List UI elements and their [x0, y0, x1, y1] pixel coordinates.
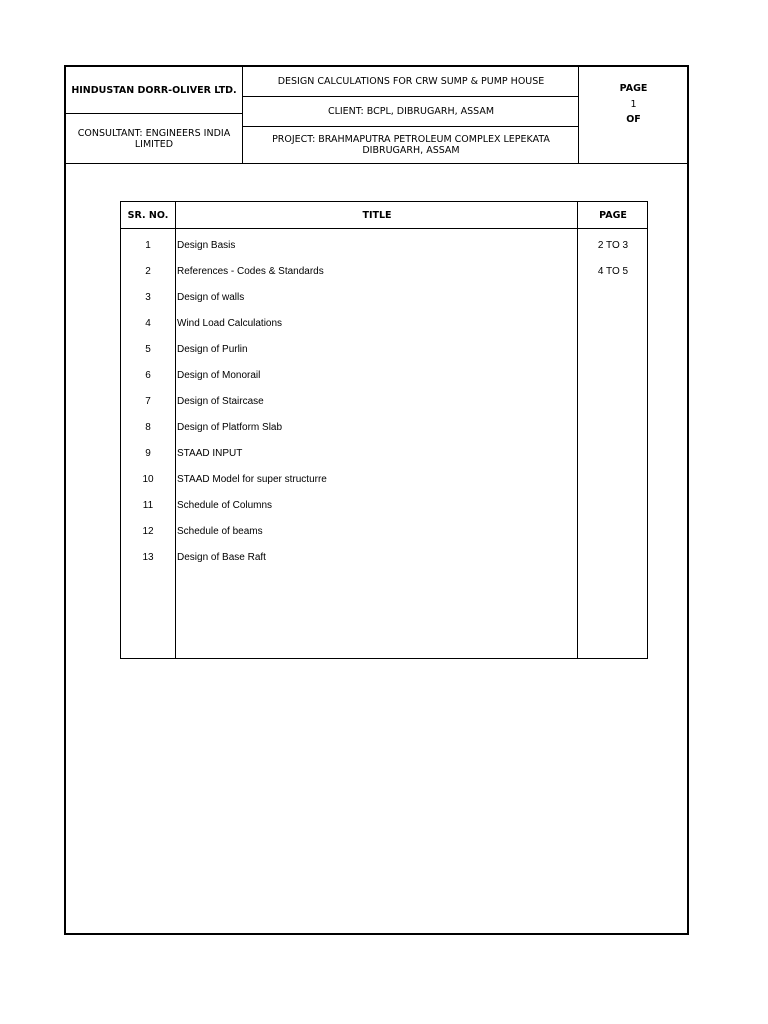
row-sr-no: 1	[145, 240, 151, 251]
row-sr-no: 9	[145, 448, 151, 459]
table-row	[121, 260, 647, 286]
row-sr-no: 6	[145, 370, 151, 381]
col-header-title: TITLE	[362, 209, 392, 221]
of-label: OF	[626, 113, 641, 125]
row-title: STAAD INPUT	[177, 448, 243, 459]
company-name: HINDUSTAN DORR-OLIVER LTD.	[71, 84, 237, 96]
table-row	[121, 286, 647, 312]
page-number: 1	[630, 98, 637, 110]
contents-table	[120, 201, 648, 659]
row-sr-no: 7	[145, 396, 151, 407]
row-title: Design of walls	[177, 292, 245, 303]
table-row	[121, 520, 647, 546]
row-title: Schedule of Columns	[177, 500, 273, 511]
row-title: STAAD Model for super structurre	[177, 474, 327, 485]
row-sr-no: 4	[145, 318, 151, 329]
title-block-divider	[578, 67, 579, 163]
page-label: PAGE	[619, 82, 648, 94]
table-row	[121, 416, 647, 442]
row-title: Design Basis	[177, 240, 236, 251]
row-title: Design of Monorail	[177, 370, 261, 381]
table-row	[121, 468, 647, 494]
table-row	[121, 494, 647, 520]
row-title: References - Codes & Standards	[177, 266, 324, 277]
client-name: CLIENT: BCPL, DIBRUGARH, ASSAM	[327, 106, 495, 117]
consultant-name: CONSULTANT: ENGINEERS INDIA LIMITED	[77, 127, 231, 150]
row-sr-no: 10	[142, 474, 154, 485]
row-sr-no: 2	[145, 266, 151, 277]
row-sr-no: 11	[142, 500, 154, 511]
col-header-sr-no: SR. NO.	[127, 209, 169, 221]
row-title: Design of Purlin	[177, 344, 248, 355]
table-row	[121, 234, 647, 260]
row-title: Design of Platform Slab	[177, 422, 283, 433]
table-row	[121, 442, 647, 468]
table-row	[121, 338, 647, 364]
row-title: Design of Base Raft	[177, 552, 266, 563]
col-header-page: PAGE	[599, 209, 627, 221]
table-row	[121, 390, 647, 416]
row-sr-no: 3	[145, 292, 151, 303]
title-block-divider	[242, 67, 243, 163]
row-sr-no: 5	[145, 344, 151, 355]
row-title: Design of Staircase	[177, 396, 264, 407]
row-page: 2 TO 3	[597, 240, 629, 251]
table-row	[121, 312, 647, 338]
row-sr-no: 12	[142, 526, 154, 537]
row-sr-no: 8	[145, 422, 151, 433]
row-title: Wind Load Calculations	[177, 318, 283, 329]
table-row	[121, 546, 647, 572]
title-block	[66, 67, 687, 164]
row-title: Schedule of beams	[177, 526, 263, 537]
row-page: 4 TO 5	[597, 266, 629, 277]
table-row	[121, 364, 647, 390]
document-title: DESIGN CALCULATIONS FOR CRW SUMP & PUMP HOUSE	[277, 76, 545, 87]
header-divider	[121, 228, 647, 229]
project-name: PROJECT: BRAHMAPUTRA PETROLEUM COMPLEX LEPEKATA DIBRUGARH, ASSAM	[272, 134, 550, 156]
row-sr-no: 13	[142, 552, 154, 563]
